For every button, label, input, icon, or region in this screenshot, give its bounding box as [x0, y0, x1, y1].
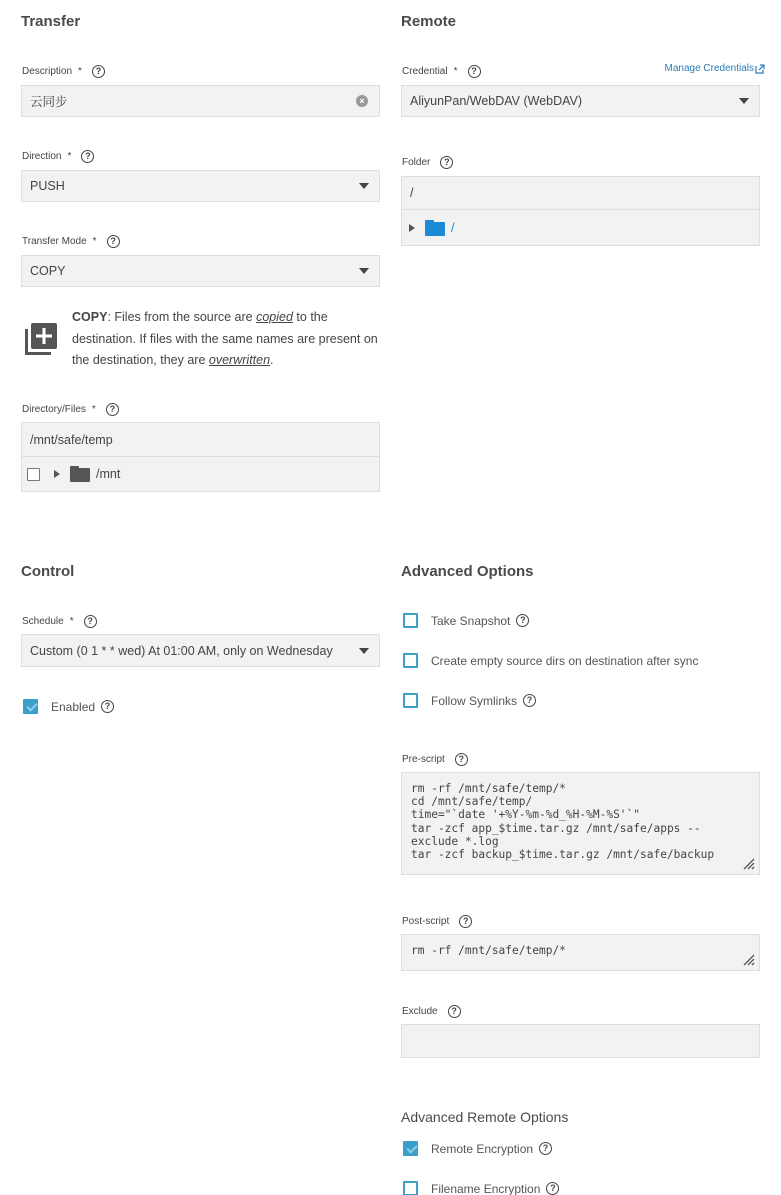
- chevron-down-icon: [359, 183, 369, 189]
- follow-symlinks-checkbox[interactable]: [403, 693, 418, 708]
- take-snapshot-checkbox[interactable]: [403, 613, 418, 628]
- mode-help-text: .: [270, 353, 274, 367]
- control-section-title: Control: [21, 563, 75, 580]
- tree-node-root[interactable]: [402, 210, 759, 245]
- required-mark: *: [91, 404, 96, 415]
- transfer-mode-value: COPY: [30, 264, 66, 278]
- enabled-checkbox[interactable]: [23, 699, 38, 714]
- folder-icon: [425, 220, 445, 236]
- credential-label: [402, 65, 481, 78]
- enabled-label: Enabled: [51, 699, 96, 714]
- manage-credentials-link[interactable]: [665, 63, 766, 74]
- pre-script-label-text: Pre-script: [402, 754, 445, 765]
- directory-path-input[interactable]: /mnt/safe/temp: [22, 423, 379, 457]
- tree-node-mnt[interactable]: [22, 457, 379, 491]
- remote-encryption-checkbox[interactable]: [403, 1141, 418, 1156]
- post-script-label: [402, 915, 472, 928]
- schedule-label: [22, 615, 97, 628]
- create-empty-dirs-label: Create empty source dirs on destination after sync: [431, 653, 699, 668]
- schedule-label-text: Schedule: [22, 616, 64, 627]
- description-label: [22, 65, 105, 78]
- chevron-down-icon: [359, 648, 369, 654]
- credential-select[interactable]: [401, 85, 760, 117]
- enabled-option[interactable]: [23, 699, 114, 714]
- exclude-label: [402, 1005, 461, 1018]
- required-mark: *: [92, 236, 97, 247]
- remote-encryption-option[interactable]: [403, 1141, 552, 1156]
- help-icon[interactable]: ?: [468, 65, 481, 78]
- exclude-input[interactable]: [401, 1024, 760, 1058]
- manage-credentials-text: Manage Credentials: [664, 63, 754, 74]
- transfer-mode-select[interactable]: [21, 255, 380, 287]
- mode-help-emphasis: copied: [256, 310, 293, 324]
- mode-name: COPY: [72, 310, 108, 324]
- transfer-mode-label-text: Transfer Mode: [22, 236, 87, 247]
- direction-value: PUSH: [30, 179, 65, 193]
- schedule-select[interactable]: [21, 634, 380, 667]
- clear-icon[interactable]: ×: [356, 95, 368, 107]
- required-mark: *: [453, 66, 458, 77]
- expand-arrow-icon[interactable]: [54, 470, 60, 478]
- help-icon[interactable]: ?: [455, 753, 468, 766]
- mode-help-text: : Files from the source are: [107, 310, 257, 324]
- help-icon[interactable]: ?: [546, 1182, 559, 1195]
- folder-label: [402, 156, 453, 169]
- folder-path-input[interactable]: /: [402, 177, 759, 210]
- directory-explorer: [21, 422, 380, 492]
- post-script-value: rm -rf /mnt/safe/temp/*: [411, 944, 566, 957]
- transfer-mode-label: [22, 235, 120, 248]
- tree-checkbox[interactable]: [27, 468, 40, 481]
- directory-files-label: [22, 403, 119, 416]
- help-icon[interactable]: ?: [92, 65, 105, 78]
- description-label-text: Description: [22, 66, 73, 77]
- tree-node-label: /mnt: [96, 467, 121, 481]
- follow-symlinks-label: Follow Symlinks: [431, 693, 518, 708]
- help-icon[interactable]: ?: [523, 694, 536, 707]
- resize-grip-icon[interactable]: [741, 856, 755, 870]
- follow-symlinks-option[interactable]: [403, 693, 536, 708]
- help-icon[interactable]: ?: [81, 150, 94, 163]
- filename-encryption-option[interactable]: [403, 1181, 559, 1195]
- help-icon[interactable]: ?: [440, 156, 453, 169]
- required-mark: *: [78, 66, 82, 77]
- chevron-down-icon: [739, 98, 749, 104]
- required-mark: *: [69, 616, 74, 627]
- library-add-icon: [23, 321, 59, 357]
- take-snapshot-label: Take Snapshot: [431, 613, 511, 628]
- help-icon[interactable]: ?: [459, 915, 472, 928]
- description-value: 云同步: [30, 95, 68, 109]
- folder-explorer: [401, 176, 760, 246]
- filename-encryption-label: Filename Encryption: [431, 1181, 541, 1195]
- help-icon[interactable]: ?: [448, 1005, 461, 1018]
- remote-encryption-label: Remote Encryption: [431, 1141, 534, 1156]
- help-icon[interactable]: ?: [106, 403, 119, 416]
- folder-icon: [70, 466, 90, 482]
- transfer-section-title: Transfer: [21, 13, 81, 30]
- folder-label-text: Folder: [402, 157, 431, 168]
- transfer-mode-description: [72, 307, 380, 372]
- pre-script-value: rm -rf /mnt/safe/temp/* cd /mnt/safe/temp/ time="`date '+%Y-%m-%d_%H-%M-%S'`" tar -zcf app_$time.tar.gz /mnt/safe/apps -- exclude *.log tar -zcf backup_$time.tar.gz /mnt/safe/backup: [411, 782, 715, 862]
- directory-label-text: Directory/Files: [22, 404, 86, 415]
- create-empty-dirs-checkbox[interactable]: [403, 653, 418, 668]
- mode-help-text: to the destination. If files with the same names are present on the destination, they are: [72, 310, 378, 367]
- mode-help-emphasis: overwritten: [208, 353, 271, 367]
- direction-select[interactable]: [21, 170, 380, 202]
- help-icon[interactable]: ?: [101, 700, 114, 713]
- resize-grip-icon[interactable]: [741, 952, 755, 966]
- schedule-value: Custom (0 1 * * wed) At 01:00 AM, only on Wednesday: [30, 643, 333, 658]
- credential-value: AliyunPan/WebDAV (WebDAV): [410, 94, 583, 108]
- advanced-options-title: Advanced Options: [401, 563, 534, 580]
- required-mark: *: [67, 151, 72, 162]
- exclude-label-text: Exclude: [402, 1006, 438, 1017]
- help-icon[interactable]: ?: [107, 235, 120, 248]
- take-snapshot-option[interactable]: [403, 613, 529, 628]
- direction-label-text: Direction: [22, 151, 62, 162]
- expand-arrow-icon[interactable]: [409, 224, 415, 232]
- pre-script-label: [402, 753, 468, 766]
- pre-script-textarea[interactable]: [401, 772, 760, 875]
- post-script-label-text: Post-script: [402, 916, 450, 927]
- help-icon[interactable]: ?: [516, 614, 529, 627]
- create-empty-dirs-option[interactable]: [403, 653, 698, 668]
- open-in-new-icon: [755, 64, 765, 74]
- tree-node-label: /: [451, 220, 455, 235]
- direction-label: [22, 150, 94, 163]
- credential-label-text: Credential: [402, 66, 448, 77]
- description-input[interactable]: [21, 85, 380, 117]
- post-script-textarea[interactable]: [401, 934, 760, 971]
- filename-encryption-checkbox[interactable]: [403, 1181, 418, 1195]
- chevron-down-icon: [359, 268, 369, 274]
- remote-section-title: Remote: [401, 13, 457, 30]
- help-icon[interactable]: ?: [84, 615, 97, 628]
- advanced-remote-options-title: Advanced Remote Options: [401, 1109, 569, 1125]
- help-icon[interactable]: ?: [539, 1142, 552, 1155]
